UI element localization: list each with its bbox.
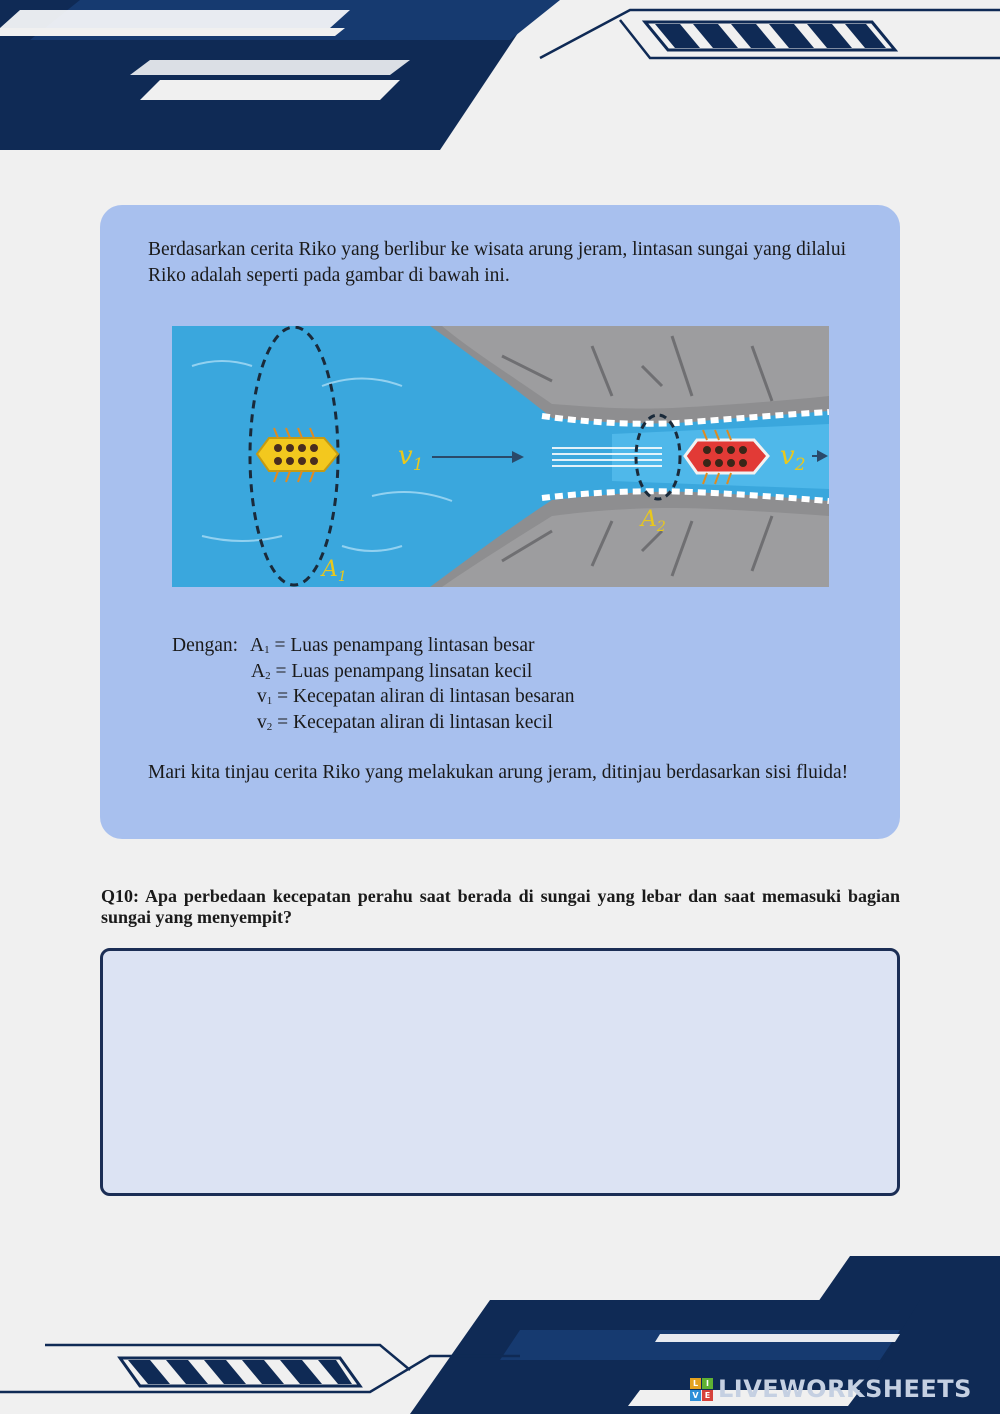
story-card [100, 205, 900, 839]
label-a2: $A_2$ [641, 507, 666, 535]
definition-a2: $A_2$ = Luas penampang linsatan kecil [251, 660, 533, 682]
answer-input[interactable] [100, 948, 900, 1196]
label-v2: $v_2$ [780, 441, 806, 475]
definition-v2: $v_2$ = Kecepatan aliran di lintasan kecil [257, 711, 553, 733]
label-v1: $v_1$ [398, 441, 424, 475]
header-decoration [0, 0, 1000, 150]
definition-v1: $v_1$ = Kecepatan aliran di lintasan besaran [257, 686, 575, 707]
definitions-lead: Dengan: [172, 635, 239, 656]
liveworksheets-logo [690, 1372, 972, 1406]
logo-text: LIVEWORKSHEETS [718, 1375, 972, 1403]
label-a1: $A_1$ [322, 557, 347, 585]
definition-a1: $A_1$ = Luas penampang lintasan besar [250, 635, 535, 656]
logo-mark: L I V E [690, 1378, 713, 1401]
question-q10: Q10: Apa perbedaan kecepatan perahu saat berada di sungai yang lebar dan saat memasuki bagian sungai yang menyempit? [101, 886, 900, 927]
intro-text: Berdasarkan cerita Riko yang berlibur ke wisata arung jeram, lintasan sungai yang dilalui Riko adalah seperti pada gambar di bawah ini. [148, 239, 846, 286]
outro-text: Mari kita tinjau cerita Riko yang melakukan arung jeram, ditinjau berdasarkan sisi fluida! [148, 762, 849, 783]
river-illustration [172, 326, 829, 587]
